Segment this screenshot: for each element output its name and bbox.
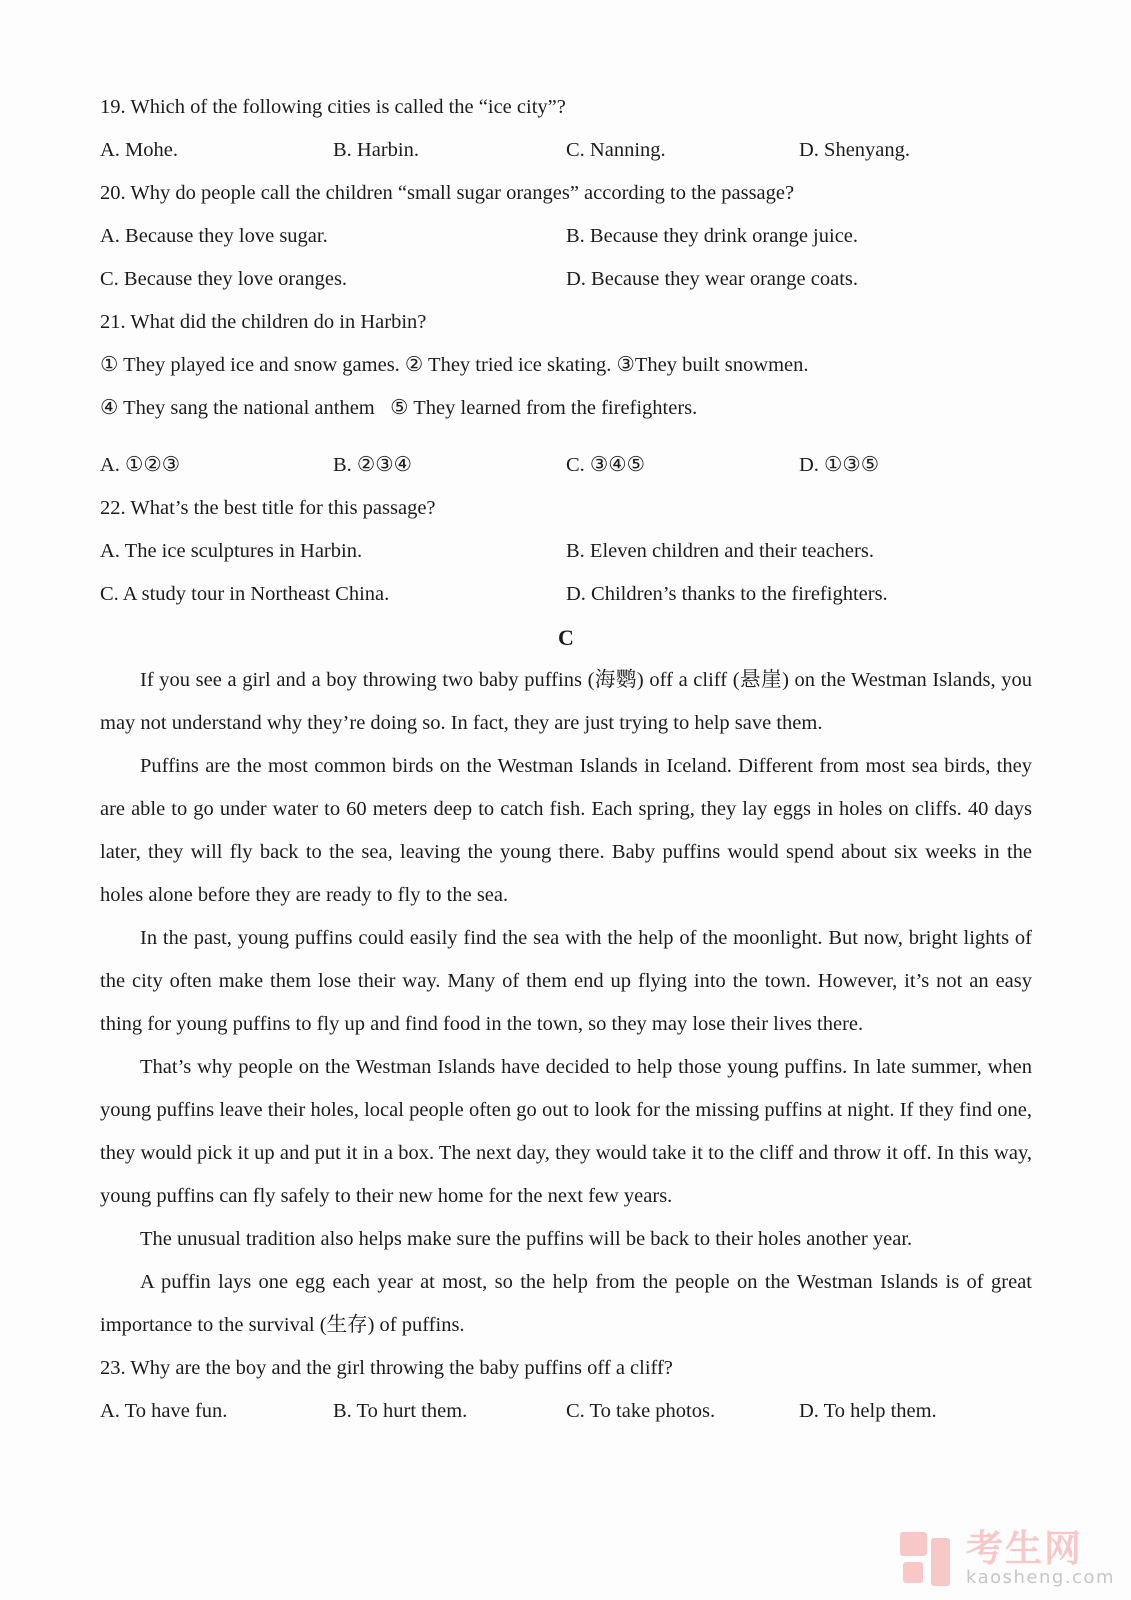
passage-c-paragraph-1: If you see a girl and a boy throwing two baby puffins (海鹦) off a cliff (悬崖) on the Westman Islands, you may not understand why they’re doing so. In fact, they are just trying to help save them. [100, 669, 1032, 734]
option-22-d: D. Children’s thanks to the firefighters. [566, 583, 888, 605]
watermark-text [965, 1527, 1115, 1588]
option-19-a: A. Mohe. [100, 139, 179, 161]
watermark-site-url: kaosheng.com [965, 1567, 1115, 1588]
option-21-d: D. ①③⑤ [799, 454, 880, 476]
logo-block-bottom-left [903, 1562, 923, 1583]
question-21-text: 21. What did the children do in Harbin? [100, 311, 427, 333]
question-20-text: 20. Why do people call the children “small sugar oranges” according to the passage? [100, 182, 795, 204]
option-20-c: C. Because they love oranges. [100, 268, 348, 290]
option-19-d: D. Shenyang. [799, 139, 911, 161]
passage-c-paragraph-2: Puffins are the most common birds on the Westman Islands in Iceland. Different from most sea birds, they are able to go under water to 60 meters deep to catch fish. Each spring, they lay eggs in holes on cliffs. 40 days later, they will fly back to the sea, leaving the young there. Baby puffins would spend about six weeks in the holes alone before they are ready to fly to the sea. [100, 755, 1032, 906]
question-22-text: 22. What’s the best title for this passage? [100, 497, 436, 519]
passage-c-paragraph-5: The unusual tradition also helps make sure the puffins will be back to their holes another year. [140, 1228, 913, 1250]
option-23-c: C. To take photos. [566, 1400, 716, 1422]
passage-c-paragraph-3: In the past, young puffins could easily find the sea with the help of the moonlight. But now, bright lights of the city often make them lose their way. Many of them end up flying into the town. However, it’s not an easy thing for young puffins to fly up and find food in the town, so they may lose their lives there. [100, 927, 1032, 1035]
question-19-text: 19. Which of the following cities is called the “ice city”? [100, 96, 566, 118]
question-23-text: 23. Why are the boy and the girl throwing the baby puffins off a cliff? [100, 1357, 673, 1379]
kaosheng-watermark [900, 1527, 1115, 1588]
option-21-a: A. ①②③ [100, 454, 181, 476]
passage-c-paragraph-6: A puffin lays one egg each year at most, so the help from the people on the Westman Islands is of great importance to the survival (生存) of puffins. [100, 1271, 1032, 1336]
option-19-c: C. Nanning. [566, 139, 666, 161]
question-22-options-row-1 [100, 530, 1032, 573]
option-23-a: A. To have fun. [100, 1400, 228, 1422]
logo-block-top-left [900, 1532, 927, 1556]
kaosheng-logo-icon [900, 1530, 958, 1588]
option-22-b: B. Eleven children and their teachers. [566, 540, 874, 562]
question-23-options [100, 1390, 1032, 1433]
question-22-options-row-2 [100, 573, 1032, 616]
option-23-d: D. To help them. [799, 1400, 937, 1422]
option-20-d: D. Because they wear orange coats. [566, 268, 858, 290]
question-20-options-row-1 [100, 215, 1032, 258]
option-23-b: B. To hurt them. [333, 1400, 468, 1422]
question-20-options-row-2 [100, 258, 1032, 301]
passage-c-paragraph-4: That’s why people on the Westman Islands have decided to help those young puffins. In late summer, when young puffins leave their holes, local people often go out to look for the missing puffins at night. If they find one, they would pick it up and put it in a box. The next day, they would take it to the cliff and throw it off. In this way, young puffins can fly safely to their new home for the next few years. [100, 1056, 1032, 1207]
option-21-b: B. ②③④ [333, 454, 413, 476]
question-21-statements-2: ④ They sang the national anthem ⑤ They learned from the firefighters. [100, 397, 698, 419]
option-21-c: C. ③④⑤ [566, 454, 646, 476]
passage-c-heading: C [558, 625, 574, 650]
question-21-options [100, 444, 1032, 487]
option-22-a: A. The ice sculptures in Harbin. [100, 540, 363, 562]
watermark-site-name: 考生网 [965, 1527, 1083, 1570]
option-22-c: C. A study tour in Northeast China. [100, 583, 390, 605]
logo-block-right [931, 1538, 950, 1586]
question-21-statements-1: ① They played ice and snow games. ② They tried ice skating. ③They built snowmen. [100, 354, 809, 376]
exam-content [100, 86, 1032, 1433]
question-19-options [100, 129, 1032, 172]
option-20-b: B. Because they drink orange juice. [566, 225, 859, 247]
option-20-a: A. Because they love sugar. [100, 225, 328, 247]
option-19-b: B. Harbin. [333, 139, 419, 161]
